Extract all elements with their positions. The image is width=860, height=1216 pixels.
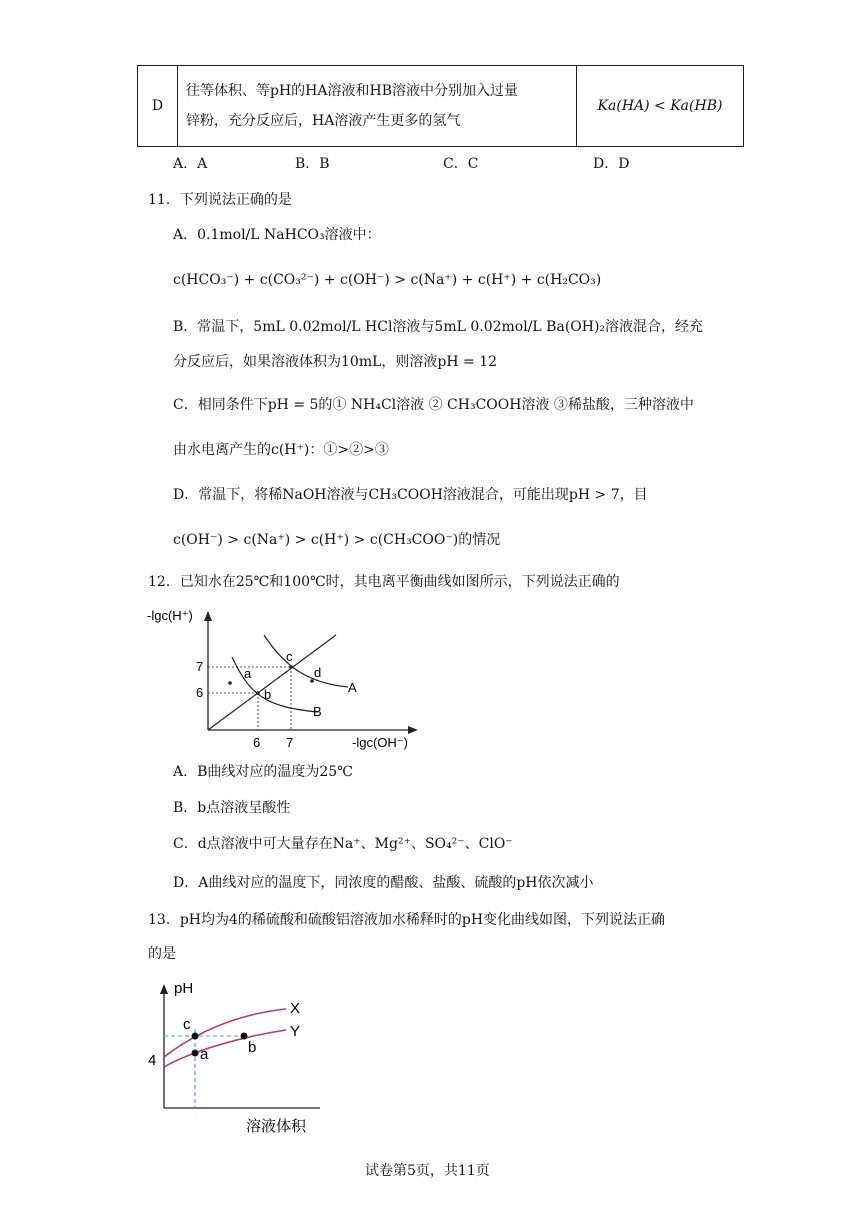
label-b: b xyxy=(264,687,272,702)
q12-stem: 12．已知水在25℃和100℃时，其电离平衡曲线如图所示，下列说法正确的 xyxy=(148,574,620,590)
q11-b-line1: B．常温下，5mL 0.02mol/L HCl溶液与5mL 0.02mol/L Ba(OH)₂溶液混合，经充 xyxy=(173,319,704,335)
point-b xyxy=(256,691,260,695)
row-conclusion: Ka(HA) < Ka(HB) xyxy=(577,66,744,147)
q13-stem-line2: 的是 xyxy=(148,946,176,962)
curve-label-b: B xyxy=(313,704,322,719)
q12-option-a: A．B曲线对应的温度为25℃ xyxy=(173,764,353,780)
x-axis-arrow xyxy=(408,726,418,734)
x-axis-label: 溶液体积 xyxy=(246,1118,307,1135)
point-c xyxy=(289,665,293,669)
q12-option-b: B．b点溶液呈酸性 xyxy=(173,800,291,816)
choice-b: B．B xyxy=(295,156,330,172)
y-axis-arrow xyxy=(204,611,212,621)
q11-stem: 11．下列说法正确的是 xyxy=(148,192,292,208)
curve-label-x: X xyxy=(290,1000,301,1017)
label-c: c xyxy=(183,1016,191,1033)
curve-label-a: A xyxy=(348,680,357,695)
dilution-ph-diagram xyxy=(140,975,340,1140)
water-ionization-diagram xyxy=(140,595,430,755)
point-a xyxy=(192,1050,199,1057)
tick-y-6: 6 xyxy=(196,685,204,700)
point-a xyxy=(228,681,232,685)
q11-b-line2: 分反应后，如果溶液体积为10mL，则溶液pH = 12 xyxy=(173,354,498,370)
label-b: b xyxy=(248,1039,257,1056)
q11-d-line1: D．常温下，将稀NaOH溶液与CH₃COOH溶液混合，可能出现pH > 7，目 xyxy=(173,487,648,503)
label-a: a xyxy=(200,1046,209,1063)
y-axis-label: pH xyxy=(174,980,194,997)
choice-c: C．C xyxy=(443,156,479,172)
label-c: c xyxy=(286,649,293,664)
q11-c-line1: C．相同条件下pH = 5的① NH₄Cl溶液 ② CH₃COOH溶液 ③稀盐酸，三种溶液中 xyxy=(173,397,694,413)
x-axis-label: -lgc(OH⁻) xyxy=(352,735,408,750)
q12-option-c: C．d点溶液中可大量存在Na⁺、Mg²⁺、SO₄²⁻、ClO⁻ xyxy=(173,836,513,852)
q11-c-line2: 由水电离产生的c(H⁺)：①>②>③ xyxy=(173,442,389,458)
q11-a-line2: c(HCO₃⁻) + c(CO₃²⁻) + c(OH⁻) > c(Na⁺) + c(H⁺) + c(H₂CO₃) xyxy=(173,272,602,288)
page-footer: 试卷第5页，共11页 xyxy=(365,1163,490,1179)
choice-a: A．A xyxy=(173,156,208,172)
tick-y-7: 7 xyxy=(196,659,204,674)
y-axis-label: -lgc(H⁺) xyxy=(147,608,193,623)
label-d: d xyxy=(314,665,322,680)
label-a: a xyxy=(244,666,252,681)
y-axis-arrow xyxy=(160,984,168,994)
row-text-line2: 锌粉，充分反应后，HA溶液产生更多的氢气 xyxy=(186,113,461,129)
q12-option-d: D．A曲线对应的温度下，同浓度的醋酸、盐酸、硫酸的pH依次减小 xyxy=(173,875,594,891)
point-b xyxy=(241,1033,248,1040)
table-row xyxy=(138,66,744,147)
curve-y xyxy=(164,1030,286,1067)
row-label: D xyxy=(138,66,178,147)
choice-d: D．D xyxy=(593,156,630,172)
q11-d-line2: c(OH⁻) > c(Na⁺) > c(H⁺) > c(CH₃COO⁻)的情况 xyxy=(173,532,501,548)
answer-table xyxy=(137,65,744,147)
q13-stem-line1: 13．pH均为4的稀硫酸和硫酸铝溶液加水稀释时的pH变化曲线如图，下列说法正确 xyxy=(148,912,666,928)
curve-label-y: Y xyxy=(290,1023,301,1040)
tick-x-7: 7 xyxy=(286,735,294,750)
q11-a-line1: A．0.1mol/L NaHCO₃溶液中： xyxy=(173,227,381,243)
tick-x-6: 6 xyxy=(253,735,261,750)
tick-y-4: 4 xyxy=(148,1052,157,1069)
row-text xyxy=(178,66,577,147)
point-c xyxy=(192,1033,199,1040)
row-text-line1: 往等体积、等pH的HA溶液和HB溶液中分别加入过量 xyxy=(186,83,518,99)
